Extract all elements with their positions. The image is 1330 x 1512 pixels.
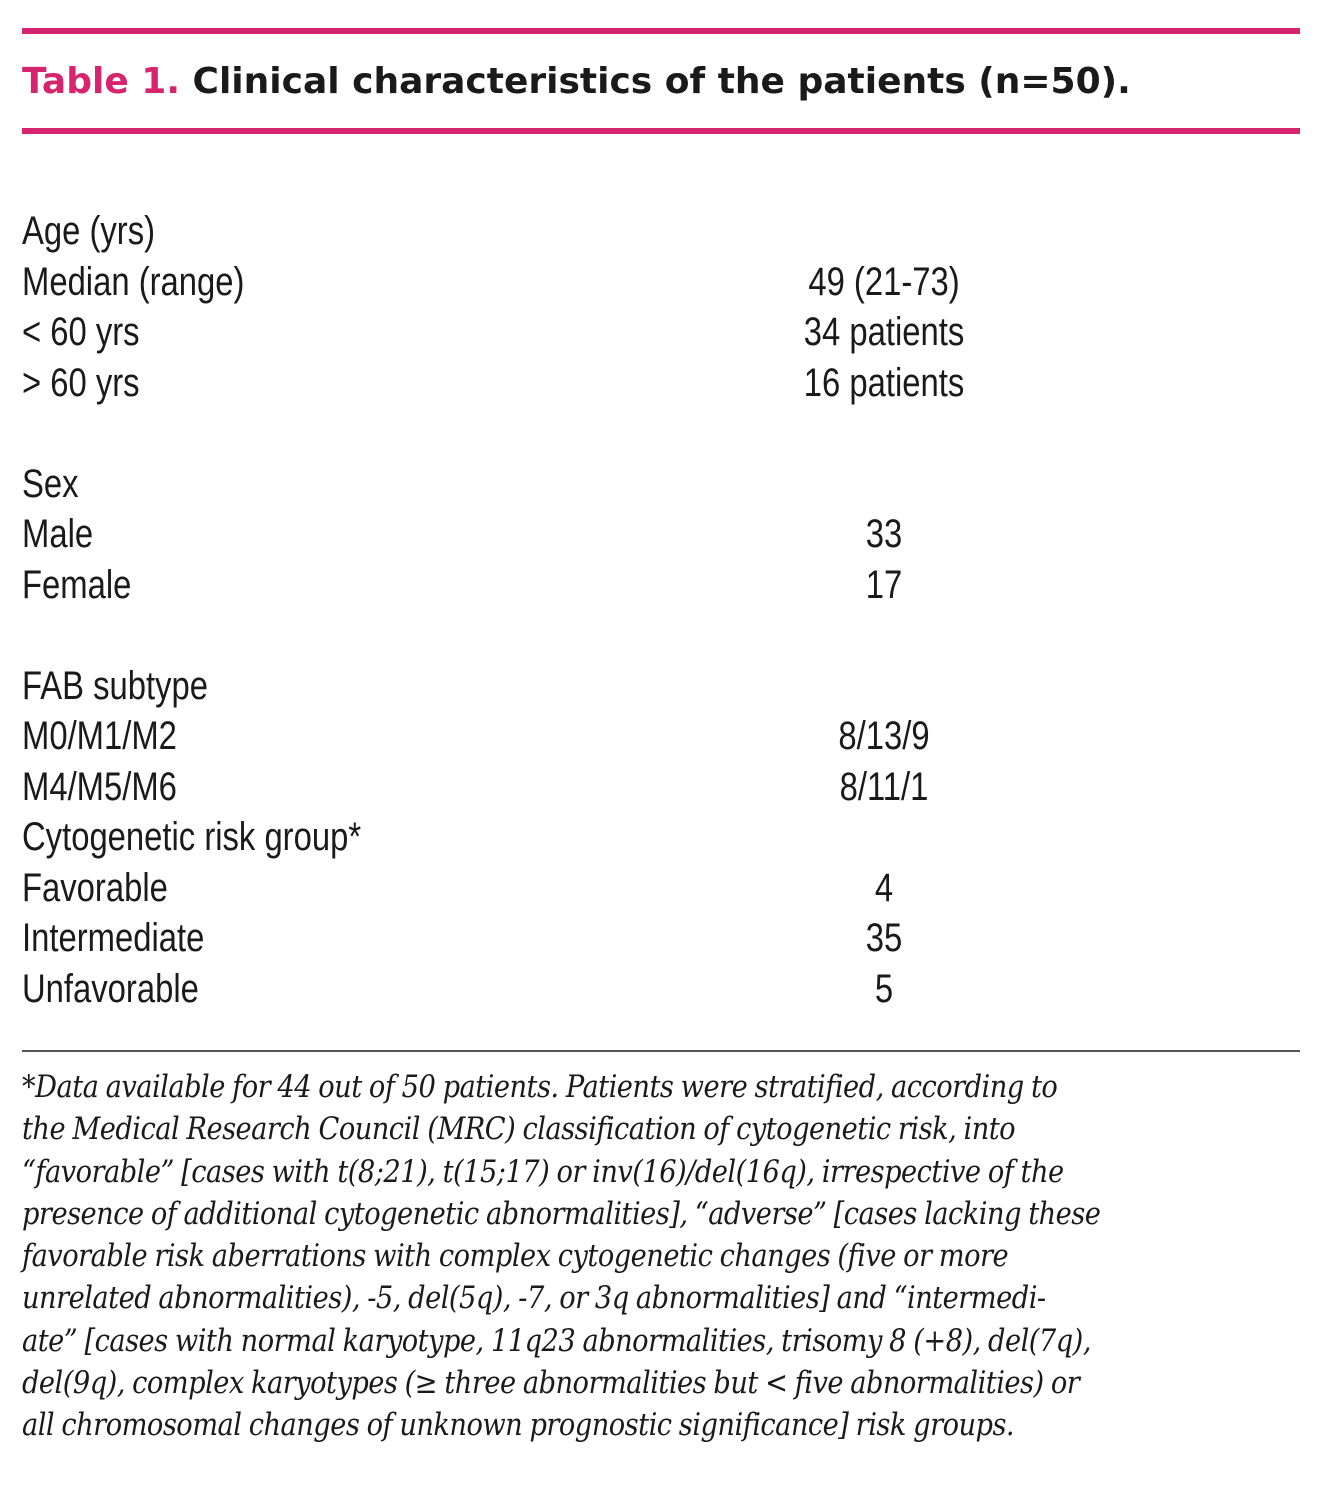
row-label: Age (yrs) (22, 209, 156, 253)
table-title: Clinical characteristics of the patients (n=50). (192, 61, 1131, 102)
footnote-line: “favorable” [cases with t(8;21), t(15;17) or inv(16)/del(16q), irrespective of the (22, 1153, 1064, 1190)
table-row (22, 863, 1300, 914)
footnote-line: *Data available for 44 out of 50 patients. Patients were stratified, according to (22, 1069, 1058, 1105)
table-row (22, 913, 1300, 964)
caption-top-rule (22, 28, 1300, 34)
row-value: 35 (865, 916, 903, 960)
row-label: Male (22, 512, 94, 556)
table-row (22, 711, 1300, 762)
footnote-line: unrelated abnormalities), -5, del(5q), -7, or 3q abnormalities] and “intermedi- (22, 1280, 1046, 1317)
row-value: 34 patients (803, 310, 965, 354)
row-label: < 60 yrs (22, 310, 140, 354)
table-number: Table 1. (22, 61, 180, 102)
table-caption (22, 58, 1131, 106)
row-label: Female (22, 562, 132, 607)
row-label: > 60 yrs (22, 360, 140, 405)
table-row (22, 206, 1300, 257)
table-row (22, 762, 1300, 813)
table-row (22, 459, 1300, 510)
row-label: M4/M5/M6 (22, 764, 177, 809)
table-footnote (22, 1066, 1312, 1447)
footnote-line: presence of additional cytogenetic abnormalities], “adverse” [cases lacking these (22, 1195, 1101, 1232)
row-value: 16 patients (803, 360, 965, 405)
footnote-rule (22, 1050, 1300, 1052)
row-value: 8/11/1 (839, 764, 929, 809)
row-label: Intermediate (22, 916, 205, 960)
footnote-line: favorable risk aberrations with complex cytogenetic changes (five or more (22, 1238, 1009, 1275)
table-row (22, 358, 1300, 409)
table-row (22, 964, 1300, 1015)
table-row (22, 812, 1300, 863)
table-row (22, 257, 1300, 308)
row-value: 4 (874, 865, 894, 910)
caption-bottom-rule (22, 128, 1300, 134)
row-value: 49 (21-73) (808, 259, 960, 304)
section-gap (22, 408, 1300, 459)
table-row (22, 661, 1300, 712)
table-body (22, 206, 1300, 1014)
footnote-line: the Medical Research Council (MRC) classification of cytogenetic risk, into (22, 1111, 1016, 1148)
row-label: Favorable (22, 865, 168, 910)
footnote-line: ate” [cases with normal karyotype, 11q23 abnormalities, trisomy 8 (+8), del(7q), (22, 1322, 1091, 1359)
row-label: Unfavorable (22, 966, 199, 1011)
table-row (22, 560, 1300, 611)
row-value: 8/13/9 (838, 714, 930, 758)
footnote-line: all chromosomal changes of unknown prognostic significance] risk groups. (22, 1407, 1015, 1444)
row-label: Median (range) (22, 259, 245, 304)
section-gap (22, 610, 1300, 661)
row-label: FAB subtype (22, 663, 208, 708)
table-row (22, 509, 1300, 560)
row-value: 5 (874, 966, 894, 1011)
row-value: 33 (865, 512, 903, 556)
table-row (22, 307, 1300, 358)
row-label: Sex (22, 461, 79, 506)
row-label: M0/M1/M2 (22, 714, 177, 758)
footnote-line: del(9q), complex karyotypes (≥ three abnormalities but < five abnormalities) or (22, 1365, 1080, 1402)
row-label: Cytogenetic risk group* (22, 815, 362, 859)
row-value: 17 (865, 562, 903, 607)
